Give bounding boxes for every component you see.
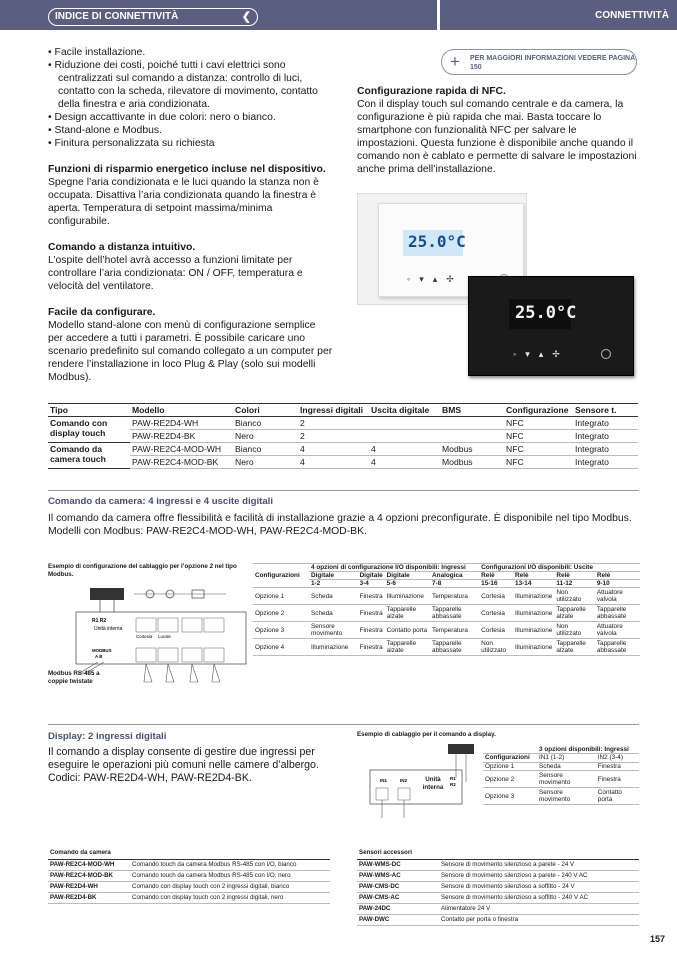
nfc-text: Con il display touch sul comando centrale e da camera, la configurazione è più rapida che mai. Basta toccare lo smartphone con funzionalità NFC per salvare le impostazioni. Questa funzione è disponibile anche quando il comando non è cablato e permette di salvare le impostazioni anche prima dell’installazione.	[357, 99, 637, 175]
divider	[48, 724, 639, 725]
col-header: Ingressi digitali	[298, 404, 369, 417]
cell: 2	[298, 430, 369, 443]
cell: Attuatore valvola	[595, 622, 640, 639]
col-header: Configurazioni	[483, 754, 537, 762]
pin-header: 9-10	[595, 580, 640, 588]
left-column	[48, 46, 333, 384]
cell: PAW-RE2C4-MOD-BK	[48, 870, 130, 881]
table-row	[483, 788, 639, 805]
header-left-bar	[0, 0, 437, 30]
cell: PAW-RE2D4-WH	[130, 417, 233, 430]
cell: Opzione 4	[253, 639, 309, 656]
cell: Attuatore valvola	[595, 588, 640, 605]
cell: Opzione 2	[253, 605, 309, 622]
indoor-unit-block	[90, 588, 124, 600]
feature-item: • Finitura personalizzata su richiesta	[48, 137, 333, 150]
display-section-text: Il comando a display consente di gestire due ingressi per eseguire le operazioni più comuni nelle camere d’albergo. Codici: PAW-RE2D4-WH, PAW-RE2D4-BK.	[48, 746, 319, 784]
table-row	[48, 870, 330, 881]
remote-title: Comando a distanza intuitivo.	[48, 242, 196, 253]
display-controller-box	[370, 770, 462, 804]
cell: Opzione 1	[253, 588, 309, 605]
group-inputs: 4 opzioni di configurazione I/O disponibili: Ingressi	[309, 564, 479, 572]
rs485-label: Modbus RS-485 a coppie twistate	[48, 670, 100, 685]
nfc-title: Configurazione rapida di NFC.	[357, 86, 506, 97]
type-header: Relè	[595, 572, 640, 580]
cell: Tapparelle alzate	[554, 605, 594, 622]
cell: 4	[369, 443, 440, 456]
camera-codes-title: Comando da camera	[48, 847, 330, 859]
display-section-title: Display: 2 ingressi digitali	[48, 731, 167, 742]
cell: PAW-RE2C4-MOD-WH	[48, 859, 130, 870]
cell: Opzione 1	[483, 762, 537, 770]
table-row	[357, 903, 639, 914]
display-diagram-caption: Esempio di cablaggio per il comando a display.	[357, 731, 496, 738]
feature-list	[48, 46, 333, 150]
energy-title: Funzioni di risparmio energetico incluse nel dispositivo.	[48, 164, 326, 175]
config-text: Modello stand-alone con menù di configurazione semplice per accedere a tutti i parametri. È possibile caricare uno scenario predefinito sul comando collegato a un computer per rendere l’installazione in loco Plug & Play (solo sui modelli Modbus).	[48, 320, 333, 383]
cell: Comando con display touch con 2 ingressi digitali, bianco	[130, 881, 330, 892]
type-header: Relè	[513, 572, 554, 580]
nfc-section	[357, 85, 639, 176]
r1-label: R1	[450, 776, 456, 781]
table-row	[48, 892, 330, 903]
cell: PAW-RE2C4-MOD-WH	[130, 443, 233, 456]
table-row	[357, 892, 639, 903]
cell: NFC	[504, 430, 573, 443]
cell: 2	[298, 417, 369, 430]
plus-icon: +	[450, 52, 460, 71]
pin-header: 3-4	[358, 580, 385, 588]
cell: Finestra	[358, 622, 385, 639]
index-link[interactable]	[48, 8, 258, 26]
cell: Nero	[233, 430, 298, 443]
type-header: Digitale	[359, 572, 383, 579]
temperature-display-white: 25.0°C	[403, 230, 463, 256]
chevron-left-icon[interactable]: ❮	[241, 11, 251, 23]
cell: PAW-DWC	[357, 914, 439, 925]
camera-text-2: Modelli con Modbus: PAW-RE2C4-MOD-WH, PAW-RE2C4-MOD-BK.	[48, 526, 367, 537]
cell: Scheda	[309, 605, 358, 622]
table-row	[483, 771, 639, 788]
in2-label: IN2	[400, 778, 408, 783]
col-header: IN2 (3-4)	[596, 754, 639, 762]
table-row	[357, 870, 639, 881]
cell: PAW-RE2D4-WH	[48, 881, 130, 892]
cell: Tapparelle alzate	[554, 639, 594, 656]
cell: PAW-WMS-DC	[357, 859, 439, 870]
cell	[369, 417, 440, 430]
table-row	[253, 605, 640, 622]
cell: Integrato	[573, 417, 638, 430]
config-title: Facile da configurare.	[48, 307, 156, 318]
cell: Comando con display touch con 2 ingressi digitali, nero	[130, 892, 330, 903]
cell	[440, 430, 504, 443]
cell: NFC	[504, 417, 573, 430]
cell: Illuminazione	[309, 639, 358, 656]
energy-text: Spegne l’aria condizionata e le luci quando la stanza non è occupata. Disattiva l’aria condizionata quando la finestra è aperta. Temperatura di setpoint massima/minima configurabile.	[48, 177, 319, 227]
col-header: Uscita digitale	[369, 404, 440, 417]
cell: Non utilizzato	[554, 588, 594, 605]
table-row	[253, 622, 640, 639]
cell: PAW-RE2C4-MOD-BK	[130, 456, 233, 469]
remote-text: L’ospite dell’hotel avrà accesso a funzioni limitate per controllare l’aria condizionata: ON / OFF, temperatura e velocità del ventilatore.	[48, 255, 303, 292]
type-header: Relè	[479, 572, 513, 580]
cell: 4	[298, 456, 369, 469]
cell: Illuminazione	[513, 639, 554, 656]
cell: Sensore di movimento silenzioso a soffitto - 240 V AC	[439, 892, 639, 903]
device-black	[468, 276, 634, 376]
cell: Contatto per porta o finestra	[439, 914, 639, 925]
cell: Temperatura	[430, 588, 479, 605]
io-config-table	[253, 563, 640, 656]
r2-label: R2	[450, 782, 456, 787]
cell: PAW-RE2D4-BK	[48, 892, 130, 903]
display-unit-label: Unità interna	[422, 776, 444, 791]
type-header: Relè	[554, 572, 594, 580]
cell: Tapparelle abbassate	[595, 605, 640, 622]
cell: Illuminazione	[513, 622, 554, 639]
cell: Sensore di movimento silenzioso a parete - 240 V AC	[439, 870, 639, 881]
cell: Cortesia	[479, 588, 513, 605]
type-header: Digitale	[309, 572, 358, 580]
power-icon	[601, 349, 611, 359]
sensor-codes-title: Sensori accessori	[357, 847, 639, 859]
table-row	[357, 859, 639, 870]
col-header: IN1 (1-2)	[537, 754, 596, 762]
feature-item: • Riduzione dei costi, poiché tutti i cavi elettrici sono centralizzati sul comando a distanza: controllo di luci, contatto con la scheda, rilevatore di movimento, contatto della finestra e aria condizionata.	[48, 59, 333, 111]
cell: Non utilizzato	[479, 639, 513, 656]
r1r2-label: R1 R2	[92, 618, 107, 624]
page-number: 157	[649, 934, 665, 944]
cell: Bianco	[233, 443, 298, 456]
group-outputs: Configurazioni I/O disponibili: Uscite	[479, 564, 640, 572]
cell: Alimentatore 24 V	[439, 903, 639, 914]
sensor-codes-table	[357, 847, 639, 926]
col-header: BMS	[440, 404, 504, 417]
cell: Illuminazione	[513, 588, 554, 605]
cell: Comando touch da camera Modbus RS-485 con I/O, bianco	[130, 859, 330, 870]
col-header: Tipo	[48, 404, 130, 417]
cell: Opzione 3	[483, 788, 537, 805]
cell: Contatto porta	[596, 788, 639, 805]
cell: NFC	[504, 456, 573, 469]
table-row	[357, 914, 639, 925]
table-row	[253, 588, 640, 605]
cell: Tapparelle alzate	[385, 639, 430, 656]
camera-diagram-caption: Esempio di configurazione del cablaggio per l’opzione 2 nel tipo Modbus.	[48, 563, 237, 578]
table-row	[48, 430, 638, 443]
cell: Illuminazione	[513, 605, 554, 622]
cell: PAW-CMS-AC	[357, 892, 439, 903]
cell: Illuminazione	[385, 588, 430, 605]
cell: Modbus	[440, 443, 504, 456]
cell: Finestra	[358, 639, 385, 656]
table-row	[483, 762, 639, 770]
config-label: Configurazioni	[253, 564, 309, 588]
cell: Integrato	[573, 456, 638, 469]
cell: Nero	[233, 456, 298, 469]
cell: Comando touch da camera Modbus RS-485 con I/O, nero	[130, 870, 330, 881]
display-options-table	[483, 746, 639, 805]
cortesia-label: Cortesia	[136, 634, 153, 639]
divider	[48, 490, 639, 491]
indoor-unit-block	[448, 744, 474, 754]
index-title: INDICE DI CONNETTIVITÀ	[55, 11, 179, 22]
cell: PAW-CMS-DC	[357, 881, 439, 892]
cell: Sensore di movimento silenzioso a parete - 24 V	[439, 859, 639, 870]
table-row	[48, 443, 638, 456]
pin-header: 1-2	[309, 580, 358, 588]
cell: Integrato	[573, 430, 638, 443]
cell: Tapparelle alzate	[385, 605, 430, 622]
ab-label: A B	[95, 654, 103, 659]
cell: Finestra	[358, 605, 385, 622]
cell: Finestra	[596, 762, 639, 770]
cell: 4	[369, 456, 440, 469]
model-table	[48, 403, 638, 469]
pin-header: 5-6	[385, 580, 430, 588]
cell: Bianco	[233, 417, 298, 430]
cell: Temperatura	[430, 622, 479, 639]
cell: Scheda	[537, 762, 596, 770]
cell: Integrato	[573, 443, 638, 456]
header-right-bar	[440, 0, 677, 30]
type-cell: Comando con display touch	[48, 417, 130, 443]
cell: Sensore movimento	[537, 788, 596, 805]
cell: Opzione 2	[483, 771, 537, 788]
table-row	[48, 859, 330, 870]
temperature-display-black: 25.0°C	[509, 299, 571, 329]
cell: PAW-RE2D4-BK	[130, 430, 233, 443]
cell: Contatto porta	[385, 622, 430, 639]
cell: Tapparelle abbassate	[430, 639, 479, 656]
device-buttons-black: ◦▾▴✢	[513, 349, 569, 359]
col-header: Sensore t.	[573, 404, 638, 417]
lucale-label: Lucale	[158, 634, 171, 639]
type-header: Digitale	[385, 572, 430, 580]
cell: Sensore movimento	[537, 771, 596, 788]
cell: Cortesia	[479, 605, 513, 622]
cell: Tapparelle abbassate	[595, 639, 640, 656]
table-row	[253, 639, 640, 656]
feature-item: • Design accattivante in due colori: nero o bianco.	[48, 111, 333, 124]
cell: PAW-WMS-AC	[357, 870, 439, 881]
type-cell: Comando da camera touch	[48, 443, 130, 469]
cell: Sensore di movimento silenzioso a soffitto - 24 V	[439, 881, 639, 892]
pin-header: 7-8	[430, 580, 479, 588]
more-info-text: PER MAGGIORI INFORMAZIONI VEDERE PAGINA 150	[470, 55, 635, 71]
table-row	[357, 881, 639, 892]
camera-section-text	[48, 512, 640, 538]
cell: Tapparelle abbassate	[430, 605, 479, 622]
pin-header: 15-16	[479, 580, 513, 588]
unit-label: Unità interna	[94, 626, 123, 632]
cell: Finestra	[596, 771, 639, 788]
cell	[440, 417, 504, 430]
col-header: Modello	[130, 404, 233, 417]
cell: PAW-24DC	[357, 903, 439, 914]
group-inputs: 3 opzioni disponibili: Ingressi	[537, 746, 639, 754]
modbus-label: MODBUS	[92, 648, 112, 653]
type-header: Analogica	[430, 572, 479, 580]
cell: Modbus	[440, 456, 504, 469]
camera-codes-table	[48, 847, 330, 904]
cell: NFC	[504, 443, 573, 456]
cell: Finestra	[358, 588, 385, 605]
col-header: Colori	[233, 404, 298, 417]
table-row	[48, 417, 638, 430]
cell	[369, 430, 440, 443]
feature-item: • Facile installazione.	[48, 46, 333, 59]
feature-item: • Stand-alone e Modbus.	[48, 124, 333, 137]
cell: Non utilizzato	[554, 622, 594, 639]
table-row	[48, 456, 638, 469]
cell: Cortesia	[479, 622, 513, 639]
camera-section-title: Comando da camera: 4 ingressi e 4 uscite digitali	[48, 496, 273, 507]
cell: Sensore movimento	[309, 622, 358, 639]
device-buttons-white: ◦▾▴✢	[407, 274, 463, 284]
pin-header: 13-14	[513, 580, 554, 588]
camera-text-1: Il comando da camera offre flessibilità e facilità di installazione grazie a 4 opzioni preconfigurate. È disponibile nel tipo Modbus.	[48, 513, 632, 524]
table-row	[48, 881, 330, 892]
col-header: Configurazione	[504, 404, 573, 417]
cell: Opzione 3	[253, 622, 309, 639]
cell: 4	[298, 443, 369, 456]
pin-header: 11-12	[554, 580, 594, 588]
in1-label: IN1	[380, 778, 388, 783]
section-title: CONNETTIVITÀ	[595, 10, 669, 21]
cell: Scheda	[309, 588, 358, 605]
more-info-link[interactable]	[441, 49, 637, 75]
